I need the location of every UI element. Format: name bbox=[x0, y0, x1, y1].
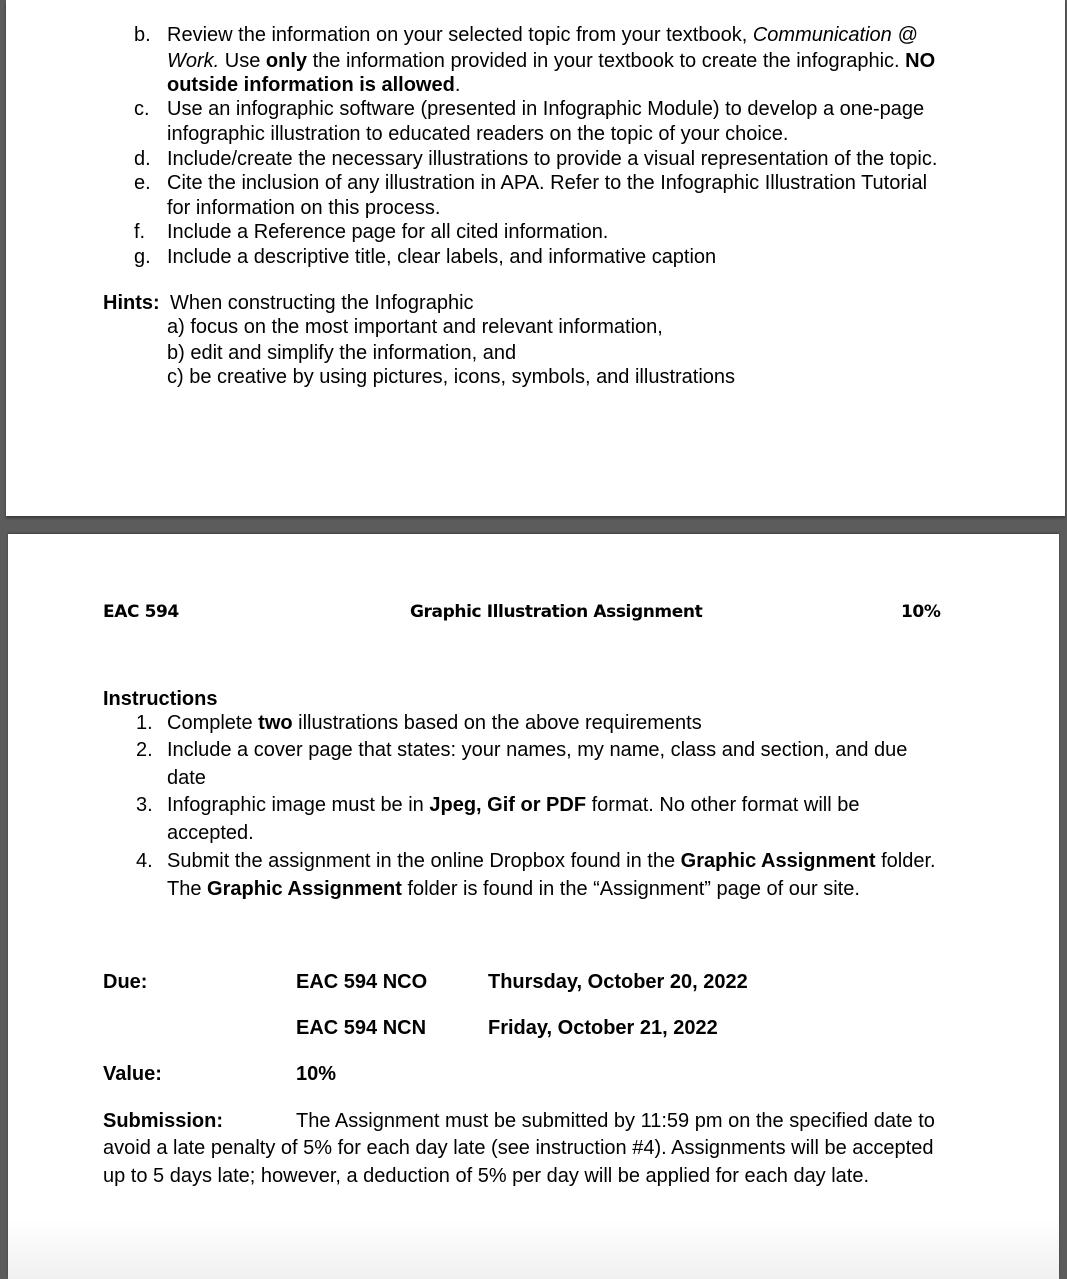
text-line bbox=[167, 738, 907, 762]
text-run: the information provided in your textbook to create the infographic. bbox=[307, 50, 906, 72]
text-run: date bbox=[167, 767, 206, 789]
document-page-1 bbox=[6, 0, 1065, 516]
instruction-number: 2. bbox=[136, 739, 153, 761]
text-run: folder is found in the “Assignment” page of our site. bbox=[401, 878, 860, 900]
text-run: folder. bbox=[875, 850, 936, 872]
text-run: infographic illustration to educated readers on the topic of your choice. bbox=[167, 123, 789, 145]
section-due-date: Thursday, October 20, 2022 bbox=[488, 971, 748, 993]
bold-text: Jpeg, Gif or PDF bbox=[429, 794, 587, 816]
text-run: accepted. bbox=[167, 822, 254, 844]
text-run: illustrations based on the above requirements bbox=[292, 712, 702, 734]
hint-item: c) be creative by using pictures, icons, symbols, and illustrations bbox=[167, 366, 736, 388]
text-line bbox=[167, 849, 936, 873]
text-run: Include a cover page that states: your names, my name, class and section, and due bbox=[167, 739, 908, 761]
section-code: EAC 594 NCN bbox=[296, 1017, 427, 1039]
instruction-number: 4. bbox=[136, 850, 153, 872]
document-page-2 bbox=[8, 534, 1059, 1279]
list-item-letter: f. bbox=[134, 221, 146, 243]
submission-label: Submission: bbox=[103, 1110, 224, 1132]
assignment-title: Graphic Illustration Assignment bbox=[410, 602, 703, 622]
instruction-number: 1. bbox=[136, 712, 153, 734]
list-item-letter: d. bbox=[134, 148, 151, 170]
bold-text: outside information is allowed bbox=[167, 74, 455, 96]
submission-text: up to 5 days late; however, a deduction of 5% per day will be applied for each day late. bbox=[103, 1165, 870, 1187]
text-line bbox=[167, 793, 860, 817]
course-code: EAC 594 bbox=[103, 602, 179, 622]
list-item-letter: e. bbox=[134, 172, 151, 194]
submission-text: avoid a late penalty of 5% for each day late (see instruction #4). Assignments will be accepted bbox=[103, 1137, 934, 1159]
list-item-letter: b. bbox=[134, 24, 151, 46]
text-run: format. No other format will be bbox=[586, 794, 860, 816]
text-line bbox=[167, 245, 716, 269]
text-run: Use an infographic software (presented in Infographic Module) to develop a one-page bbox=[167, 98, 925, 120]
text-run: for information on this process. bbox=[167, 197, 441, 219]
hint-item: b) edit and simplify the information, and bbox=[167, 342, 517, 364]
hints-label: Hints: bbox=[103, 292, 160, 314]
instruction-number: 3. bbox=[136, 794, 153, 816]
hint-item: a) focus on the most important and relevant information, bbox=[167, 316, 663, 338]
bold-text: NO bbox=[905, 50, 936, 72]
text-run: Infographic image must be in bbox=[167, 794, 430, 816]
text-run: Use bbox=[219, 50, 266, 72]
text-run: The bbox=[167, 878, 208, 900]
bold-text: only bbox=[265, 50, 308, 72]
value-amount: 10% bbox=[296, 1063, 337, 1085]
text-run: Include a Reference page for all cited information. bbox=[167, 221, 609, 243]
text-line bbox=[167, 220, 608, 244]
text-line bbox=[167, 49, 935, 73]
text-line bbox=[167, 97, 924, 121]
text-line bbox=[167, 122, 788, 146]
section-code: EAC 594 NCO bbox=[296, 971, 428, 993]
bold-text: two bbox=[258, 712, 293, 734]
text-line bbox=[167, 766, 206, 790]
value-label: Value: bbox=[103, 1063, 162, 1085]
page-bottom-shade bbox=[8, 1219, 1059, 1279]
text-line bbox=[167, 711, 702, 735]
instructions-heading: Instructions bbox=[103, 688, 218, 710]
text-line bbox=[167, 821, 254, 845]
hints-intro: When constructing the Infographic bbox=[170, 292, 474, 314]
text-run: Review the information on your selected topic from your textbook, bbox=[167, 24, 753, 46]
text-run: . bbox=[454, 74, 461, 96]
text-run: Include a descriptive title, clear labels, and informative caption bbox=[167, 246, 717, 268]
text-run: Cite the inclusion of any illustration in APA. Refer to the Infographic Illustration Tutorial bbox=[167, 172, 928, 194]
bold-text: Graphic Assignment bbox=[207, 878, 402, 900]
text-line bbox=[167, 23, 918, 47]
italic-text: Work. bbox=[167, 50, 220, 72]
text-run: Submit the assignment in the online Dropbox found in the bbox=[167, 850, 681, 872]
italic-text: Communication @ bbox=[752, 24, 918, 46]
text-line bbox=[167, 877, 860, 901]
due-label: Due: bbox=[103, 971, 148, 993]
text-line bbox=[167, 196, 440, 220]
submission-text: The Assignment must be submitted by 11:59 pm on the specified date to bbox=[296, 1110, 935, 1132]
text-line bbox=[167, 147, 937, 171]
text-run: Include/create the necessary illustrations to provide a visual representation of the topic. bbox=[167, 148, 938, 170]
text-line bbox=[167, 73, 460, 97]
list-item-letter: c. bbox=[134, 98, 150, 120]
text-line bbox=[167, 171, 927, 195]
bold-text: Graphic Assignment bbox=[680, 850, 876, 872]
section-due-date: Friday, October 21, 2022 bbox=[488, 1017, 718, 1039]
assignment-weight: 10% bbox=[901, 602, 941, 622]
text-run: Complete bbox=[167, 712, 259, 734]
list-item-letter: g. bbox=[134, 246, 151, 268]
